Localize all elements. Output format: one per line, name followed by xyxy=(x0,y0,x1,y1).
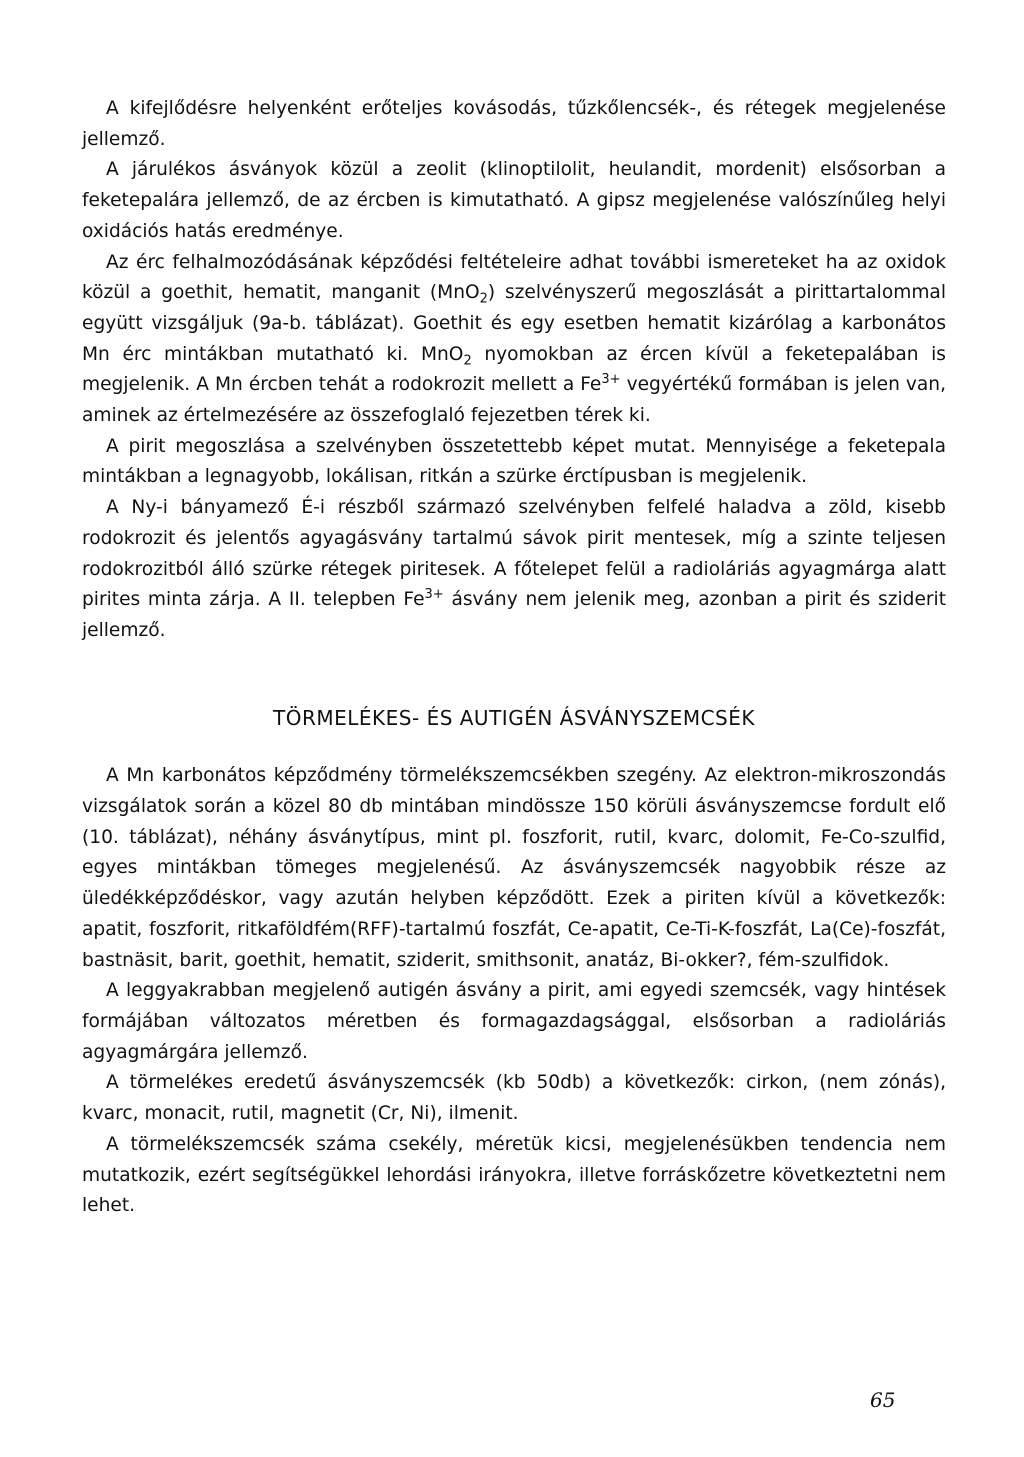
page-number: 65 xyxy=(870,1388,896,1412)
paragraph-tormelekszemcsek-szama: A törmelékszemcsék száma csekély, méretük kicsi, megjelenésükben tendencia nem mutatkozik, ezért segítségükkel lehordási irányokra, illetve forráskőzetre következtetni nem lehet. xyxy=(82,1133,946,1217)
paragraph-tormelekes-eredetu: A törmelékes eredetű ásványszemcsék (kb 50db) a következők: cirkon, (nem zónás), kvarc, monacit, rutil, magnetit (Cr, Ni), ilmenit. xyxy=(82,1072,946,1125)
paragraph-oxidok xyxy=(82,248,946,432)
text-segment: A Ny-i bányamező É-i részből származó szelvényben felfelé haladva a zöld, kisebb rodokrozit és jelentős agyagásvány tartalmú sávok pirit mentesek, míg a szinte teljesen rodokrozitból álló szürke rétegek piritesek. A főtelepet felül a radioláriás agyagmárga alatt pirites minta zárja. A II. telepben Fe xyxy=(82,497,946,611)
paragraph-jarulekos-asvanyok: A járulékos ásványok közül a zeolit (klinoptilolit, heulandit, mordenit) elsősorban a feketepalára jellemző, de az ércben is kimutatható. A gipsz megjelenése valószínűleg helyi oxidációs hatás eredménye. xyxy=(82,159,946,242)
paragraph-pirit-megoszlasa: A pirit megoszlása a szelvényben összetettebb képet mutat. Mennyisége a feketepala mintákban a legnagyobb, lokálisan, ritkán a szürke érctípusban is megjelenik. xyxy=(82,435,946,488)
page-body xyxy=(82,94,946,1222)
text-segment: Az érc felhalmozódásának képződési feltételeire adhat további ismereteket ha az oxidok közül a goethit, hematit, manganit (MnO xyxy=(82,251,946,304)
text-segment: ásvány nem jelenik meg, azonban a pirit és sziderit jellemző. xyxy=(82,589,946,641)
text-segment: ) szelvényszerű megoszlását a pirittartalommal együtt vizsgáljuk (9a-b. táblázat). Goethit és egy esetben hematit kizárólag a karbonátos Mn érc mintákban mutatható ki. MnO xyxy=(82,282,946,365)
text-segment: vegyértékű formában is jelen van, aminek az értelmezésére az összefoglaló fejezetben térek ki. xyxy=(82,374,946,427)
subscript: 2 xyxy=(479,291,488,307)
subscript: 2 xyxy=(463,353,472,369)
section-heading: TÖRMELÉKES- ÉS AUTIGÉN ÁSVÁNYSZEMCSÉK xyxy=(273,705,755,730)
paragraph-autigen-asvany: A leggyakrabban megjelenő autigén ásvány a pirit, ami egyedi szemcsék, vagy hintések formájában változatos méretben és formagazdagsággal, elsősorban a radioláriás agyagmárgára jellemző. xyxy=(82,980,946,1063)
paragraph-kovasodas: A kifejlődésre helyenként erőteljes kovásodás, tűzkőlencsék-, és rétegek megjelenése jellemző. xyxy=(82,98,946,150)
paragraph-mn-karbonatos: A Mn karbonátos képződmény törmelékszemcsékben szegény. Az elektron-mikroszondás vizsgálatok során a közel 80 db mintában mindössze 150 körüli ásványszemcse fordult elő (10. táblázat), néhány ásványtípus, mint pl. foszforit, rutil, kvarc, dolomit, Fe-Co-szulfid, egyes mintákban tömeges megjelenésű. Az ásványszemcsék nagyobbik része az üledékképződéskor, vagy azután helyben képződött. Ezek a piriten kívül a következők: apatit, foszforit, ritkaföldfém(RFF)-tartalmú foszfát, Ce-apatit, Ce-Ti-K-foszfát, La(Ce)-foszfát, bastnäsit, barit, goethit, hematit, sziderit, smithsonit, anatáz, Bi-okker?, fém-szulfidok. xyxy=(82,765,946,971)
text-segment: nyomokban az ércen kívül a feketepalában is megjelenik. A Mn ércben tehát a rodokrozit mellett a Fe xyxy=(82,343,946,396)
paragraph-ny-i-banyamezo xyxy=(82,493,946,647)
superscript: 3+ xyxy=(601,372,621,388)
superscript: 3+ xyxy=(424,587,444,603)
